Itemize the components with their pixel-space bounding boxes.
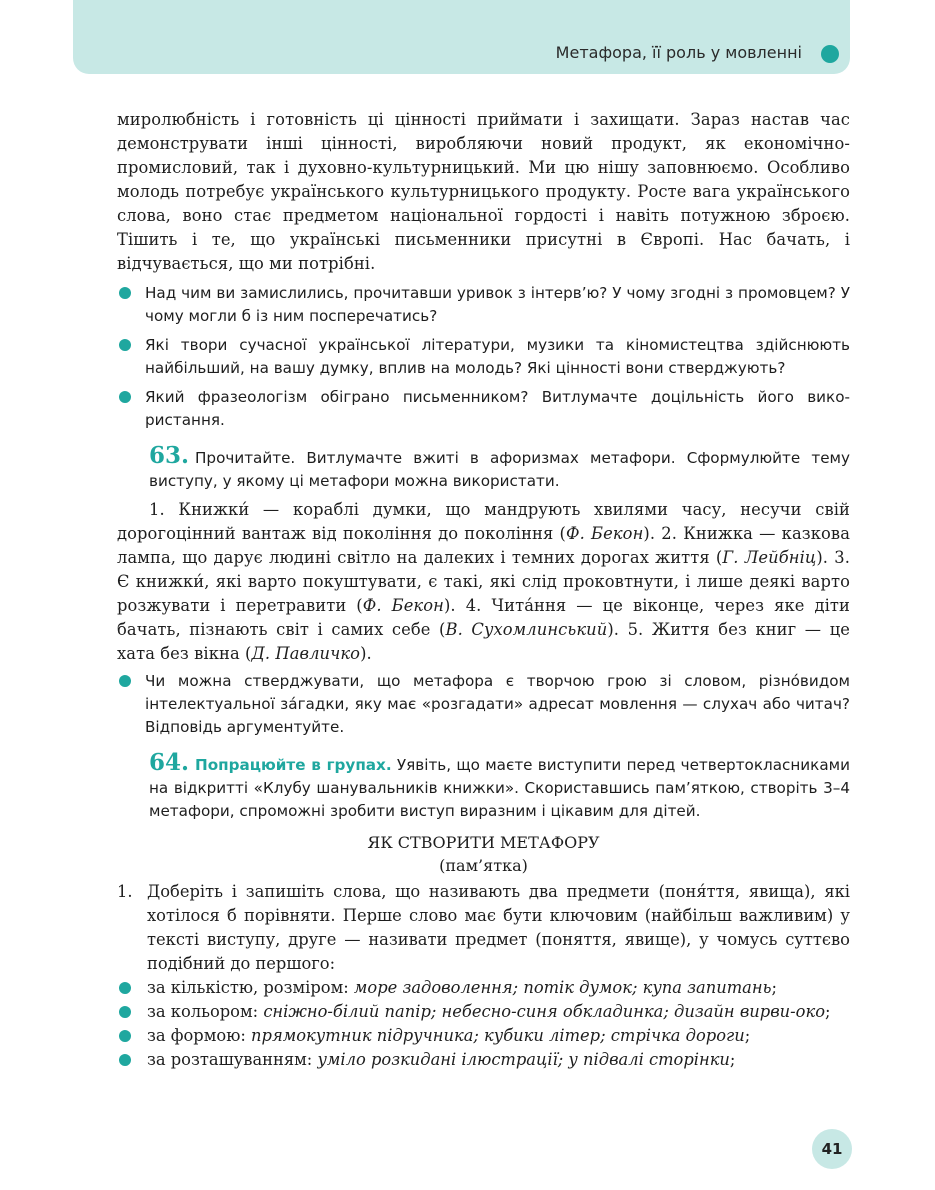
section-title: Метафора, її роль у мовленні <box>555 43 802 62</box>
memo-item: 1. Доберіть і запишіть слова, що називають два предмети (поня́ття, явища), які хотілося б порівняти. Перше слово має бути ключовим (найбільш важливим) у тексті виступу, друге — називати предмет (поняття, явище), у чомусь суттєво подібний до першого: <box>117 882 850 973</box>
author-name: Д. Павличко <box>251 644 361 663</box>
task-accent: Попрацюйте в групах. <box>195 756 392 774</box>
question-item: Над чим ви замислились, прочитавши уривок з інтерв’ю? У чому згодні з промовцем? У чому могли б із ним посперечатись? <box>117 282 850 328</box>
author-name: В. Сухомлинський <box>445 620 608 639</box>
task-number: 64. <box>149 749 190 776</box>
memo-subtitle: (пам’ятка) <box>439 856 528 875</box>
question-item: Який фразеологізм обіграно письменником? Витлумачте доцільність його використання. <box>117 386 850 432</box>
author-name: Ф. Бекон <box>362 596 444 615</box>
task-text: Прочитайте. Витлумачте вжиті в афоризмах метафори. Сформулюйте тему виступу, у якому ці метафори можна використати. <box>149 449 850 490</box>
question-item: Чи можна стверджувати, що метафора є творчою грою зі словом, різно́видом інтелектуальної за́гадки, яку має «розгадати» адресат мовлення — слухач або читач? Відповідь аргументуйте. <box>117 670 850 739</box>
author-name: Ф. Бекон <box>565 524 644 543</box>
aphorisms-paragraph: 1. Книжки́ — кораблі думки, що мандрують хвилями часу, несучи свій дорогоцінний вантаж від покоління до покоління (Ф. Бекон). 2. Книжка — казкова лампа, що дарує людині світло на далеких і темних дорогах життя (Г. Лейбніц). 3. Є книжки́, які варто покуштувати, є такі, які слід проковтнути, і лише деякі варто розжувати і перетравити (Ф. Бекон). 4. Чита́ння — це віконце, через яке діти бачать, пізнають світ і самих себе (В. Сухомлинський). 5. Життя без книг — це хата без вікна (Д. Павличко). <box>117 500 851 663</box>
page-content <box>117 108 850 1072</box>
author-name: Г. Лейбніц <box>722 548 817 567</box>
task-64 <box>117 751 850 823</box>
memo-bullet: за кольором: сніжно-білий папір; небесно-синя обкладинка; дизайн вирви-око; <box>117 1000 850 1024</box>
question-item: Які твори сучасної української літератури, музики та кіномистецтва здійснюють найбільший, на вашу думку, вплив на молодь? Які цінності вони стверджують? <box>117 334 850 380</box>
memo-bullet: за формою: прямокутник підручника; кубики літер; стрічка дороги; <box>117 1024 850 1048</box>
task-63 <box>117 444 850 493</box>
task-number: 63. <box>149 442 190 469</box>
task-text: Уявіть, що маєте виступити перед четвертокласниками на відкритті «Клубу шанувальників книжки». Скориставшись пам’яткою, створіть 3–4 метафори, спроможні зробити виступ виразним і цікавим для дітей. <box>149 756 850 820</box>
page-number: 41 <box>812 1129 852 1169</box>
memo-bullet: за розташуванням: уміло розкидані ілюстрації; у підвалі сторінки; <box>117 1048 850 1072</box>
memo-bullet: за кількістю, розміром: море задоволення; потік думок; купа запитань; <box>117 976 850 1000</box>
page-header <box>73 0 850 74</box>
intro-paragraph: миролюбність і готовність ці цінності приймати і захищати. Зараз настав час демонструвати інші цінності, виробляючи новий продукт, як економічно-промисловий, так і духовно-культурницький. Ми цю нішу заповнюємо. Особливо молодь потребує українського культурницького продукту. Росте вага українського слова, воно стає предметом національної гордості і навіть потужною зброєю. Тішить і те, що українські письменники присутні в Європі. Нас бачать, і відчувається, що ми потрібні. <box>117 110 850 273</box>
header-dot-icon <box>821 45 839 63</box>
memo-title: ЯК СТВОРИТИ МЕТАФОРУ <box>367 833 600 852</box>
